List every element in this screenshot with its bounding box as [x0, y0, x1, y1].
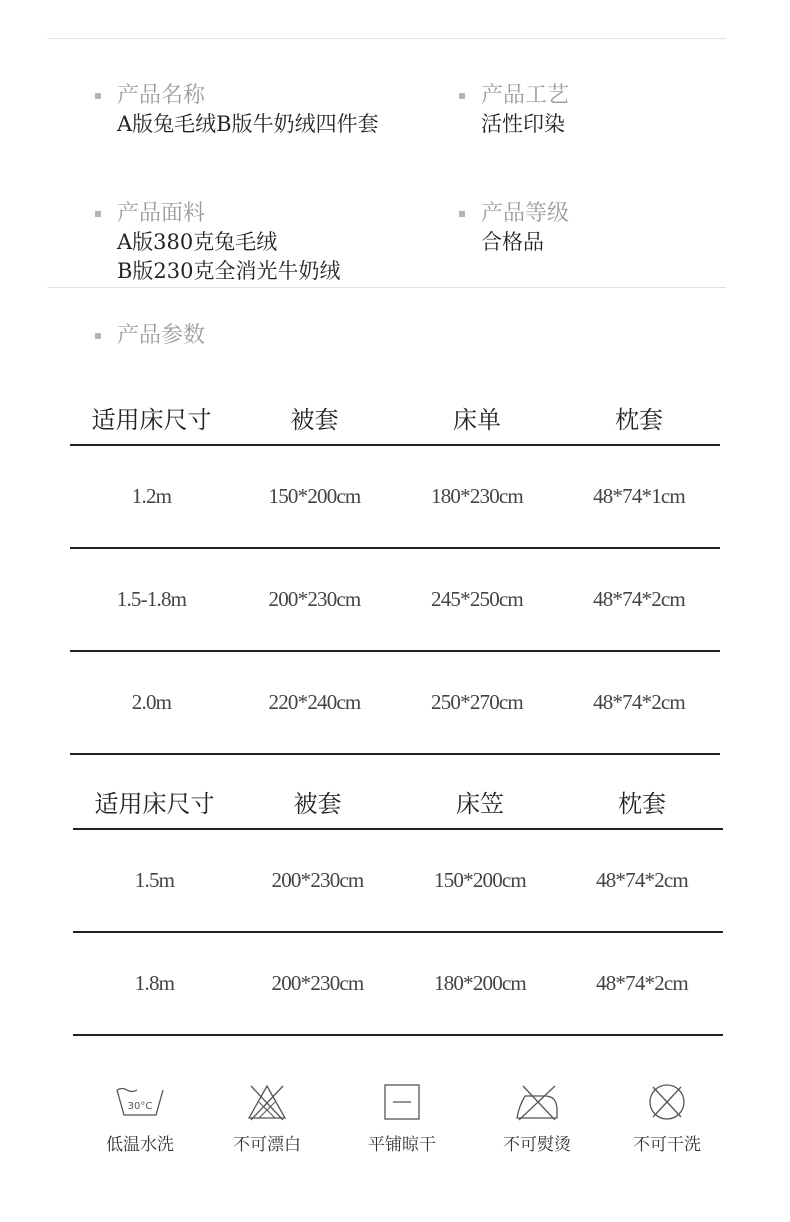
header-fitted-sheet: 床笠 [399, 774, 561, 829]
product-params-block [95, 322, 205, 350]
cell-bed-size: 1.8m [73, 932, 236, 1035]
cell-pillowcase: 48*74*1cm [558, 445, 720, 548]
cell-bed-size: 1.2m [70, 445, 233, 548]
no-dry-clean-icon [641, 1082, 693, 1122]
no-bleach-icon [241, 1082, 293, 1122]
product-craft-block [459, 82, 569, 139]
product-name-block [95, 82, 379, 139]
cell-duvet-cover: 200*230cm [233, 548, 396, 651]
cell-bed-size: 1.5-1.8m [70, 548, 233, 651]
cell-pillowcase: 48*74*2cm [558, 548, 720, 651]
header-pillowcase: 枕套 [558, 390, 720, 445]
cell-bed-sheet: 250*270cm [396, 651, 558, 754]
product-fabric-label: 产品面料 [95, 200, 341, 228]
product-name-label: 产品名称 [95, 82, 379, 110]
middle-divider [47, 287, 726, 288]
care-item-wash [80, 1082, 200, 1155]
product-name-value: A版兔毛绒B版牛奶绒四件套 [117, 112, 379, 136]
product-params-label: 产品参数 [95, 322, 205, 350]
top-divider [47, 38, 726, 39]
product-craft-label: 产品工艺 [459, 82, 569, 110]
header-bed-sheet: 床单 [396, 390, 558, 445]
care-label-flat-dry: 平铺晾干 [368, 1135, 436, 1155]
cell-fitted-sheet: 150*200cm [399, 829, 561, 932]
table-header-row [70, 390, 720, 445]
header-duvet-cover: 被套 [236, 774, 399, 829]
table-row [73, 932, 723, 1035]
header-bed-size: 适用床尺寸 [73, 774, 236, 829]
product-craft-value: 活性印染 [481, 112, 565, 136]
care-item-no-iron [477, 1082, 597, 1155]
header-duvet-cover: 被套 [233, 390, 396, 445]
cell-duvet-cover: 150*200cm [233, 445, 396, 548]
wash-30-icon [114, 1082, 166, 1122]
table-header-row [73, 774, 723, 829]
care-label-no-dry-clean: 不可干洗 [633, 1135, 701, 1155]
cell-pillowcase: 48*74*2cm [561, 932, 723, 1035]
cell-duvet-cover: 200*230cm [236, 932, 399, 1035]
care-item-flat-dry [342, 1082, 462, 1155]
no-iron-icon [511, 1082, 563, 1122]
header-bed-size: 适用床尺寸 [70, 390, 233, 445]
care-label-wash: 低温水洗 [106, 1135, 174, 1155]
product-fabric-value-2: B版230克全消光牛奶绒 [117, 259, 341, 283]
cell-duvet-cover: 220*240cm [233, 651, 396, 754]
table-row [70, 651, 720, 754]
product-grade-block [459, 200, 569, 257]
cell-bed-sheet: 180*230cm [396, 445, 558, 548]
product-fabric-value-1: A版380克兔毛绒 [117, 230, 278, 254]
cell-bed-sheet: 245*250cm [396, 548, 558, 651]
flat-dry-icon [376, 1082, 428, 1122]
product-grade-label: 产品等级 [459, 200, 569, 228]
cell-bed-size: 2.0m [70, 651, 233, 754]
product-grade-value: 合格品 [481, 230, 544, 254]
care-item-no-bleach [207, 1082, 327, 1155]
table-row [73, 829, 723, 932]
table-row [70, 445, 720, 548]
product-fabric-block [95, 200, 341, 286]
cell-pillowcase: 48*74*2cm [558, 651, 720, 754]
care-label-no-iron: 不可熨烫 [503, 1135, 571, 1155]
header-pillowcase: 枕套 [561, 774, 723, 829]
wash-temperature-text: 30°C [127, 1101, 153, 1112]
table-row [70, 548, 720, 651]
cell-bed-size: 1.5m [73, 829, 236, 932]
care-item-no-dry-clean [607, 1082, 727, 1155]
size-table-1 [70, 390, 720, 755]
cell-duvet-cover: 200*230cm [236, 829, 399, 932]
care-label-no-bleach: 不可漂白 [233, 1135, 301, 1155]
size-table-2 [73, 774, 723, 1036]
cell-fitted-sheet: 180*200cm [399, 932, 561, 1035]
cell-pillowcase: 48*74*2cm [561, 829, 723, 932]
